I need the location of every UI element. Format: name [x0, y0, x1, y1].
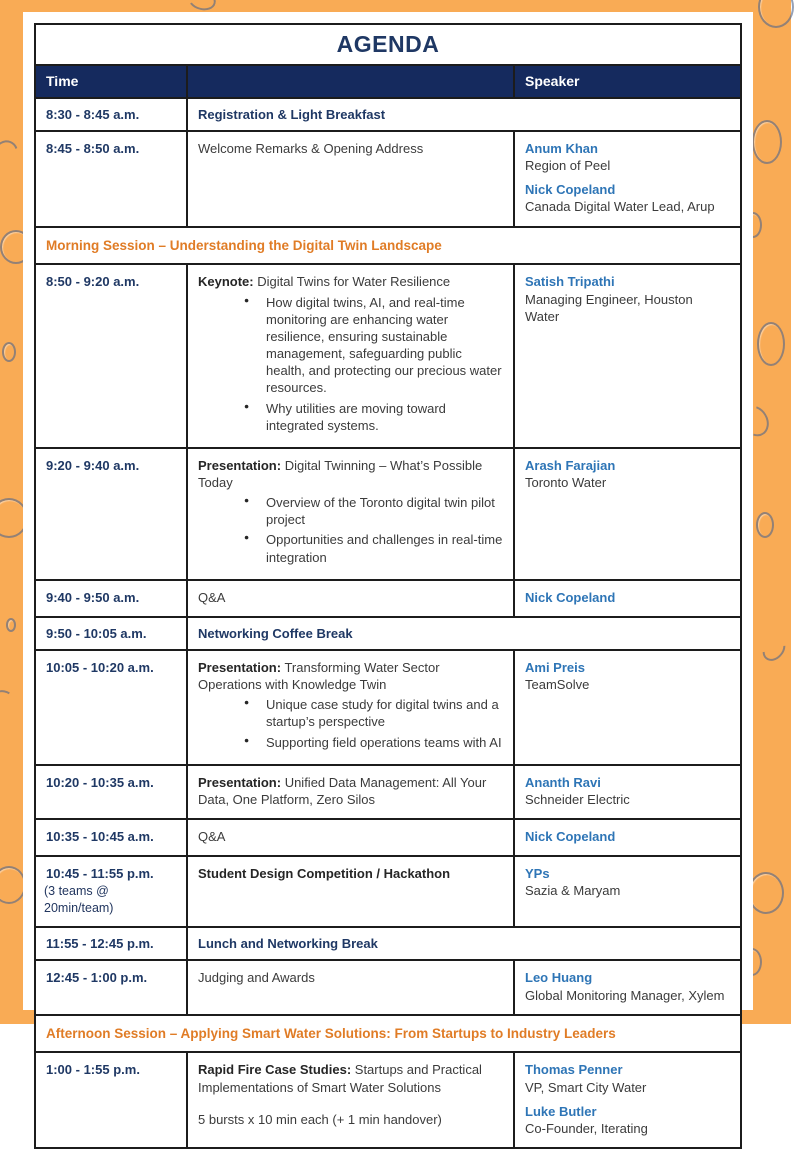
speaker-name: YPs: [525, 866, 550, 882]
speaker-cell: [515, 265, 740, 446]
table-row: [36, 581, 740, 618]
page-title: AGENDA: [336, 31, 440, 57]
description-text: Digital Twinning – What’s Possible Today: [198, 457, 483, 490]
description-line: [198, 659, 503, 693]
speaker-role: Canada Digital Water Lead, Arup: [525, 199, 715, 215]
time-cell: [36, 581, 188, 616]
speaker-entry: [525, 457, 730, 491]
bullet-item: ● Supporting field operations teams with AI: [244, 734, 503, 751]
time-text: 10:05 - 10:20 a.m.: [46, 659, 154, 675]
time-cell: 9:50 - 10:05 a.m.: [36, 618, 188, 649]
time-cell: 8:30 - 8:45 a.m.: [36, 99, 188, 130]
table-row: [36, 766, 740, 820]
description-line: [198, 140, 503, 157]
span-title: Networking Coffee Break: [198, 625, 353, 641]
bullet-item: ● How digital twins, AI, and real-time monitoring are enhancing water resilience, ensuring sustainable management, safeguarding public health, and protecting our precious water resources.: [244, 294, 503, 397]
description-cell: [188, 857, 515, 926]
description-note: 5 bursts x 10 min each (+ 1 min handover): [198, 1111, 442, 1127]
bullet-item: ● Why utilities are moving toward integrated systems.: [244, 400, 503, 434]
agenda-table: [34, 23, 742, 1149]
description-text: Judging and Awards: [198, 970, 315, 986]
time-cell: [36, 449, 188, 579]
description-text: Transforming Water Sector Operations with Knowledge Twin: [198, 659, 440, 693]
speaker-name: Luke Butler: [525, 1103, 597, 1119]
speaker-entry: [525, 969, 730, 1003]
description-text: Welcome Remarks & Opening Address: [198, 141, 424, 156]
speaker-entry: [525, 273, 730, 324]
speaker-entry: [525, 1061, 730, 1095]
time-cell: [36, 766, 188, 818]
description-line: [198, 1061, 503, 1095]
speaker-entry: [525, 1103, 730, 1137]
table-row: [36, 961, 740, 1015]
speaker-name: Leo Huang: [525, 970, 593, 986]
speaker-role: Toronto Water: [525, 475, 607, 490]
time-cell: [36, 265, 188, 446]
time-text: 12:45 - 1:00 p.m.: [46, 970, 148, 986]
speaker-cell: [515, 961, 740, 1013]
time-text: 10:35 - 10:45 a.m.: [46, 829, 154, 845]
time-cell: [36, 961, 188, 1013]
bullet-item: ● Overview of the Toronto digital twin pilot project: [244, 494, 503, 528]
time-text: 10:20 - 10:35 a.m.: [46, 774, 154, 790]
speaker-entry: [525, 865, 730, 899]
agenda-rows: [36, 99, 740, 1147]
table-row: [36, 651, 740, 766]
time-cell: [36, 857, 188, 926]
speaker-cell: [515, 132, 740, 226]
speaker-entry: [525, 659, 730, 693]
description-text: Startups and Practical Implementations of Smart Water Solutions: [198, 1062, 482, 1095]
description-text: Digital Twins for Water Resilience: [253, 274, 451, 290]
description-cell: [188, 1053, 515, 1147]
speaker-role: Schneider Electric: [525, 791, 630, 807]
water-drop-icon: [757, 322, 785, 366]
table-row: [36, 449, 740, 581]
speaker-name: Ananth Ravi: [525, 774, 601, 790]
speaker-role: VP, Smart City Water: [525, 1079, 647, 1095]
table-row: [36, 99, 740, 132]
table-row: [36, 265, 740, 448]
description-line: [198, 457, 503, 491]
water-drop-icon: [752, 120, 782, 164]
speaker-cell: [515, 1053, 740, 1147]
description-cell: [188, 766, 515, 818]
description-lead: Student Design Competition / Hackathon: [198, 866, 451, 882]
speaker-name: Nick Copeland: [525, 589, 616, 605]
description-cell: [188, 265, 515, 446]
time-cell: [36, 132, 188, 226]
title-row: [36, 25, 740, 66]
header-row: [36, 66, 740, 99]
section-label: Afternoon Session – Applying Smart Water Solutions: From Startups to Industry Leaders: [46, 1025, 616, 1041]
section-row: [36, 228, 740, 266]
description-cell: [188, 581, 515, 616]
section-row: [36, 1016, 740, 1054]
speaker-cell: [515, 449, 740, 579]
agenda-sheet: [23, 12, 753, 1136]
time-text: 9:40 - 9:50 a.m.: [46, 589, 140, 605]
table-row: [36, 857, 740, 928]
time-text: 9:20 - 9:40 a.m.: [46, 457, 140, 473]
description-cell: [188, 961, 515, 1013]
table-row: [36, 928, 740, 961]
water-drop-icon: [0, 687, 22, 728]
time-text: 8:45 - 8:50 a.m.: [46, 141, 140, 156]
description-line: [198, 828, 503, 845]
description-lead: Keynote:: [198, 274, 254, 290]
speaker-name: Nick Copeland: [525, 182, 616, 198]
speaker-cell: [515, 766, 740, 818]
time-cell: 11:55 - 12:45 p.m.: [36, 928, 188, 959]
description-line: [198, 865, 503, 882]
description-cell: [188, 651, 515, 764]
speaker-role: TeamSolve: [525, 677, 590, 693]
speaker-cell: [515, 820, 740, 855]
description-lead: Presentation:: [198, 457, 282, 473]
description-lead: Rapid Fire Case Studies:: [198, 1062, 352, 1078]
water-drop-icon: [758, 633, 790, 666]
speaker-entry: [525, 828, 730, 845]
header-time: Time: [36, 66, 188, 97]
water-drop-icon: [758, 0, 794, 28]
water-drop-icon: [748, 872, 784, 914]
table-row: [36, 132, 740, 228]
speaker-entry: [525, 140, 730, 174]
speaker-entry: [525, 774, 730, 808]
water-drop-icon: [756, 512, 774, 538]
description-line: [198, 273, 503, 290]
speaker-name: Anum Khan: [525, 141, 598, 156]
description-line: [198, 969, 503, 986]
description-cell: [188, 132, 515, 226]
time-cell: [36, 1053, 188, 1147]
speaker-name: Arash Farajian: [525, 457, 616, 473]
span-title: Registration & Light Breakfast: [198, 106, 386, 122]
description-line: [198, 774, 503, 808]
speaker-role: Global Monitoring Manager, Xylem: [525, 987, 725, 1003]
time-cell: [36, 651, 188, 764]
speaker-cell: [515, 857, 740, 926]
water-drop-icon: [0, 137, 23, 176]
description-text: Q&A: [198, 589, 226, 605]
header-speaker: Speaker: [515, 66, 740, 97]
bullet-list: [198, 494, 503, 566]
time-text: 10:45 - 11:55 p.m.: [46, 866, 154, 882]
description-cell: [188, 449, 515, 579]
table-row: [36, 820, 740, 857]
speaker-entry: [525, 181, 730, 215]
table-row: [36, 618, 740, 651]
speaker-role: Managing Engineer, Houston Water: [525, 291, 693, 324]
bullet-list: [198, 696, 503, 750]
bullet-item: ● Unique case study for digital twins and a startup’s perspective: [244, 696, 503, 730]
speaker-entry: [525, 589, 730, 606]
header-middle: [188, 66, 515, 97]
description-text: Unified Data Management: All Your Data, One Platform, Zero Silos: [198, 774, 487, 807]
description-cell: [188, 820, 515, 855]
description-text: Q&A: [198, 829, 226, 845]
time-note: (3 teams @ 20min/team): [44, 884, 114, 915]
speaker-cell: [515, 581, 740, 616]
speaker-name: Satish Tripathi: [525, 274, 615, 290]
bullet-list: [198, 294, 503, 434]
speaker-role: Region of Peel: [525, 158, 611, 174]
speaker-cell: [515, 651, 740, 764]
speaker-role: Sazia & Maryam: [525, 883, 621, 899]
time-cell: [36, 820, 188, 855]
span-title: Lunch and Networking Break: [198, 936, 378, 952]
time-text: 8:50 - 9:20 a.m.: [46, 274, 140, 290]
speaker-name: Ami Preis: [525, 659, 585, 675]
water-drop-icon: [6, 618, 16, 632]
water-drop-icon: [2, 342, 16, 362]
speaker-role: Co-Founder, Iterating: [525, 1120, 648, 1136]
description-line: [198, 589, 503, 606]
speaker-name: Nick Copeland: [525, 829, 616, 845]
time-text: 1:00 - 1:55 p.m.: [46, 1062, 140, 1078]
description-lead: Presentation:: [198, 774, 282, 790]
description-lead: Presentation:: [198, 659, 282, 675]
table-row: [36, 1053, 740, 1147]
bullet-item: ● Opportunities and challenges in real-time integration: [244, 531, 503, 565]
speaker-name: Thomas Penner: [525, 1062, 623, 1078]
section-label: Morning Session – Understanding the Digital Twin Landscape: [46, 237, 442, 253]
